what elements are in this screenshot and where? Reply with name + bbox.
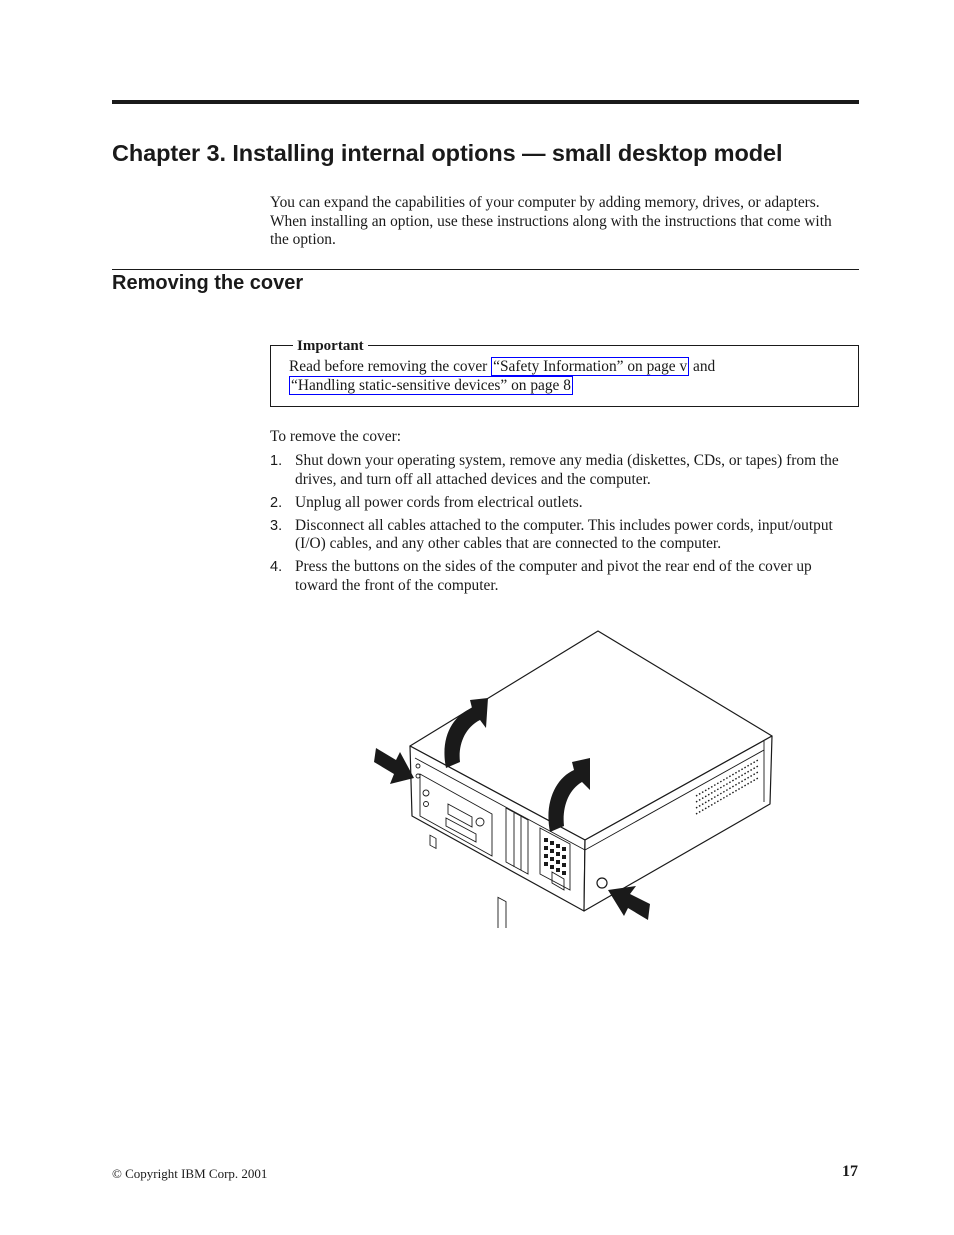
step-item bbox=[270, 494, 858, 513]
safety-information-link[interactable]: “Safety Information” on page v bbox=[493, 358, 688, 375]
chapter-title: Chapter 3. Installing internal options — small desktop model bbox=[112, 140, 783, 166]
push-arrow-icon bbox=[374, 748, 414, 784]
push-arrow-icon bbox=[608, 886, 650, 920]
cover-removal-illustration bbox=[360, 628, 800, 928]
procedure-lead: To remove the cover: bbox=[270, 428, 401, 445]
release-button bbox=[597, 878, 607, 888]
step-item bbox=[270, 452, 858, 489]
important-text bbox=[289, 357, 849, 395]
static-sensitive-devices-link[interactable]: “Handling static-sensitive devices” on page 8 bbox=[291, 377, 571, 394]
step-text: Shut down your operating system, remove any media (diskettes, CDs, or tapes) from the drives, and turn off all attached devices and the computer. bbox=[295, 452, 839, 488]
section-rule bbox=[112, 269, 859, 270]
step-number: 2. bbox=[270, 494, 283, 511]
page-number: 17 bbox=[842, 1163, 858, 1180]
step-number: 4. bbox=[270, 559, 283, 576]
important-text-before: Read before removing the cover bbox=[289, 358, 492, 375]
step-number: 1. bbox=[270, 453, 283, 469]
copyright-notice: © Copyright IBM Corp. 2001 bbox=[112, 1166, 268, 1181]
chapter-intro: You can expand the capabilities of your computer by adding memory, drives, or adapters. When installing an option, use these instructions along with the instructions that come with the option. bbox=[270, 194, 832, 249]
step-item bbox=[270, 558, 858, 595]
step-item bbox=[270, 517, 858, 554]
section-title: Removing the cover bbox=[112, 272, 304, 294]
important-notice bbox=[270, 338, 859, 407]
important-text-between: and bbox=[689, 358, 716, 375]
step-number: 3. bbox=[270, 517, 283, 534]
chapter-rule bbox=[112, 100, 859, 104]
step-text: Disconnect all cables attached to the computer. This includes power cords, input/output (I/O) cables, and any other cables that are connected to the computer. bbox=[295, 516, 833, 553]
procedure-steps bbox=[270, 452, 858, 600]
step-text: Unplug all power cords from electrical outlets. bbox=[295, 493, 583, 511]
step-text: Press the buttons on the sides of the computer and pivot the rear end of the cover up toward the front of the computer. bbox=[295, 558, 812, 595]
important-label: Important bbox=[293, 338, 368, 354]
